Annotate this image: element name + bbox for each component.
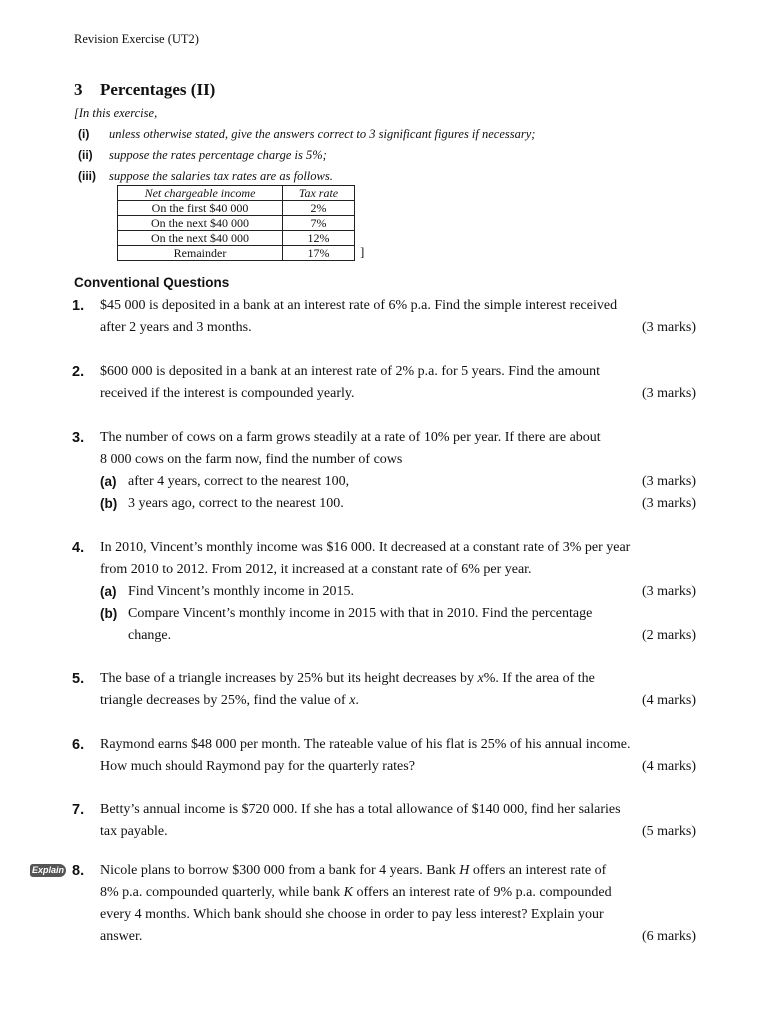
marks-label: (6 marks) <box>641 929 696 944</box>
question-number: 2. <box>72 364 85 380</box>
question-text: after 2 years and 3 months. <box>100 320 252 335</box>
question-number: 1. <box>72 298 85 314</box>
question-text: How much should Raymond pay for the quarterly rates? <box>100 759 415 774</box>
marks-label: (2 marks) <box>641 628 696 643</box>
question-part-a <box>100 471 696 493</box>
question-text: 8 000 cows on the farm now, find the number of cows <box>100 452 403 467</box>
question-text: from 2010 to 2012. From 2012, it increased at a constant rate of 6% per year. <box>100 562 532 577</box>
question-3 <box>72 427 696 515</box>
table-row <box>118 246 355 261</box>
question-text: every 4 months. Which bank should she choose in order to pay less interest? Explain your <box>100 907 604 922</box>
table-cell: Remainder <box>118 246 283 261</box>
marks-label: (4 marks) <box>641 759 696 774</box>
question-text: 8% p.a. compounded quarterly, while bank K offers an interest rate of 9% p.a. compounded <box>100 885 612 900</box>
question-4 <box>72 537 696 647</box>
question-text: Nicole plans to borrow $300 000 from a bank for 4 years. Bank H offers an interest rate of <box>100 863 607 878</box>
question-text: triangle decreases by 25%, find the value of x. (4 marks) <box>100 690 696 712</box>
part-label: (a) <box>100 584 117 599</box>
part-label: (a) <box>100 474 117 489</box>
question-part-b-cont <box>100 625 696 647</box>
chapter-title <box>74 80 215 100</box>
question-part-b <box>100 603 696 625</box>
table-cell: On the first $40 000 <box>118 201 283 216</box>
question-text: The number of cows on a farm grows steadily at a rate of 10% per year. If there are about <box>100 430 601 445</box>
marks-label: (5 marks) <box>641 824 696 839</box>
question-5 <box>72 668 696 712</box>
table-header: Net chargeable income <box>118 186 283 201</box>
question-number: 5. <box>72 671 85 687</box>
question-part-a <box>100 581 696 603</box>
table-cell: 12% <box>283 231 355 246</box>
table-row <box>118 216 355 231</box>
explain-badge: Explain <box>31 865 64 875</box>
table-cell: On the next $40 000 <box>118 231 283 246</box>
chapter-name: Percentages (II) <box>100 80 216 99</box>
instruction-text: unless otherwise stated, give the answers correct to 3 significant figures if necessary; <box>109 127 536 141</box>
section-title: Conventional Questions <box>74 275 230 290</box>
marks-label: (3 marks) <box>641 496 696 511</box>
table-cell: On the next $40 000 <box>118 216 283 231</box>
part-text: after 4 years, correct to the nearest 100, <box>128 474 350 489</box>
instruction-label: (ii) <box>78 148 93 162</box>
question-text: received if the interest is compounded yearly. <box>100 386 355 401</box>
table-row <box>118 201 355 216</box>
table-header: Tax rate <box>283 186 355 201</box>
question-6 <box>72 734 696 778</box>
closing-bracket: ] <box>360 244 365 259</box>
page-header: Revision Exercise (UT2) <box>74 32 199 46</box>
chapter-number: 3 <box>74 80 83 99</box>
part-text: change. <box>128 628 172 643</box>
instructions-intro: [In this exercise, <box>74 106 158 120</box>
question-text: tax payable. <box>100 824 168 839</box>
part-label: (b) <box>100 606 118 621</box>
table-cell: 7% <box>283 216 355 231</box>
marks-label: (3 marks) <box>641 320 696 335</box>
marks-label: (4 marks) <box>641 693 696 708</box>
question-number: 7. <box>72 802 85 818</box>
marks-label: (3 marks) <box>641 386 696 401</box>
tax-rate-table <box>117 185 355 261</box>
table-cell: 2% <box>283 201 355 216</box>
question-number: 4. <box>72 540 85 556</box>
table-row <box>118 231 355 246</box>
question-number: 6. <box>72 737 85 753</box>
question-part-b <box>100 493 696 515</box>
instruction-text: suppose the salaries tax rates are as follows. <box>109 169 333 183</box>
marks-label: (3 marks) <box>641 584 696 599</box>
question-7 <box>72 799 696 843</box>
question-text: $45 000 is deposited in a bank at an interest rate of 6% p.a. Find the simple interest received <box>100 298 618 313</box>
part-text: Find Vincent’s monthly income in 2015. <box>128 584 355 599</box>
question-8 <box>72 860 696 948</box>
marks-label: (3 marks) <box>641 474 696 489</box>
instruction-label: (iii) <box>78 169 96 183</box>
question-text: The base of a triangle increases by 25% but its height decreases by x%. If the area of the <box>100 671 595 686</box>
question-2 <box>72 361 696 405</box>
part-text: 3 years ago, correct to the nearest 100. <box>128 496 344 511</box>
question-text: answer. <box>100 929 143 944</box>
question-number: 8. <box>72 863 85 879</box>
question-text: In 2010, Vincent’s monthly income was $16 000. It decreased at a constant rate of 3% per year <box>100 540 631 555</box>
instruction-text: suppose the rates percentage charge is 5%; <box>109 148 327 162</box>
question-text: Betty’s annual income is $720 000. If she has a total allowance of $140 000, find her salaries <box>100 802 621 817</box>
question-1 <box>72 295 696 339</box>
instruction-label: (i) <box>78 127 90 141</box>
table-cell: 17% <box>283 246 355 261</box>
question-number: 3. <box>72 430 85 446</box>
part-text: Compare Vincent’s monthly income in 2015 with that in 2010. Find the percentage <box>128 606 593 621</box>
question-text: $600 000 is deposited in a bank at an interest rate of 2% p.a. for 5 years. Find the amount <box>100 364 600 379</box>
question-text: Raymond earns $48 000 per month. The rateable value of his flat is 25% of his annual income. <box>100 737 631 752</box>
part-label: (b) <box>100 496 118 511</box>
